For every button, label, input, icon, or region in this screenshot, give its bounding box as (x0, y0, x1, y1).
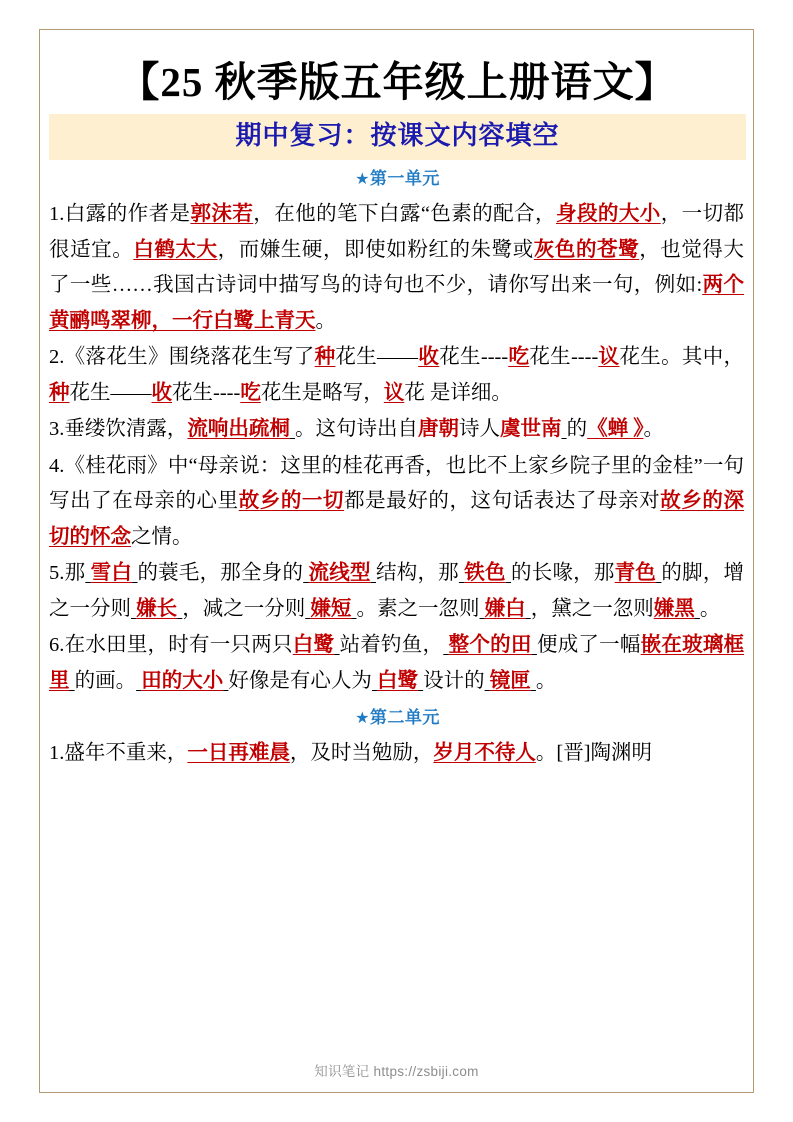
question-q5 (49, 556, 746, 627)
answer-text: 整个的田 (448, 634, 532, 656)
question-text: 花生—— (335, 346, 419, 368)
answer-text: 吃 (240, 381, 261, 404)
question-text: 。 (315, 309, 336, 332)
answer-text: 唐朝 (418, 418, 459, 440)
question-text: 的画。 (74, 669, 137, 692)
question-text: 4.《桂花雨》中“母亲说：这里的桂花再香，也比不上家乡院子里的金桂”一句写出了在母亲的心里 (49, 454, 744, 512)
question-text: 1.盛年不重来， (49, 742, 188, 764)
page-title: 【25 秋季版五年级上册语文】 (118, 59, 677, 105)
answer-text: 流响出疏桐 (187, 418, 290, 440)
answer-text: 嵌在玻璃框里 (49, 634, 745, 692)
question-text: 。 (699, 597, 721, 620)
answer-text: 白鹤太大 (133, 238, 218, 261)
answer-text: 铁色 (464, 562, 506, 584)
answer-text: 故乡的深切的怀念 (49, 490, 744, 548)
question-text: 3.垂缕饮清露， (49, 418, 188, 440)
question-text: 2.《落花生》围绕落花生写了 (49, 346, 315, 368)
question-text: 便成了一幅 (536, 634, 641, 656)
answer-text: 镜匣 (489, 669, 531, 692)
question-text: 的 (566, 418, 588, 440)
answer-text: 流线型 (308, 562, 371, 584)
question-text: 花 是详细。 (404, 381, 512, 404)
worksheet-content (49, 34, 746, 1086)
answer-text: 雪白 (90, 562, 133, 584)
question-text: 的长喙，那 (511, 562, 615, 584)
answer-text: 议 (383, 381, 405, 404)
answer-text: 嫌白 (484, 597, 526, 620)
question-text: 之情。 (131, 525, 193, 548)
answer-text: 身段的大小 (556, 203, 661, 225)
answer-text: 《蝉 》 (587, 418, 644, 440)
star-icon: ★ (355, 171, 370, 188)
unit-heading (49, 705, 746, 732)
answer-text: 田的大小 (141, 669, 224, 692)
answer-text: 青色 (614, 562, 657, 584)
question-text: 诗人 (459, 418, 500, 440)
question-text: ，减之一分则 (182, 597, 306, 620)
question-text: 花生—— (69, 381, 152, 404)
unit-heading-label: 第二单元 (369, 708, 440, 727)
question-text: 站着钓鱼， (339, 634, 444, 656)
worksheet-page (39, 29, 754, 1093)
answer-text: 虞世南 (500, 418, 562, 440)
question-text: 。 (643, 418, 664, 440)
units-container (49, 166, 746, 772)
question-text: 结构，那 (376, 562, 459, 584)
answer-text: 白鹭 (377, 669, 418, 692)
question-text: 6.在水田里，时有一只两只 (49, 634, 293, 656)
subtitle-band (49, 114, 746, 160)
answer-text: 嫌黑 (653, 597, 695, 620)
question-text: 都是最好的，这句话表达了母亲对 (344, 490, 661, 512)
answer-text: 一日再难晨 (187, 742, 290, 764)
question-text: 的脚，增之一分则 (49, 562, 745, 620)
question-text: 的蓑毛，那全身的 (137, 562, 304, 584)
question-text: ，在他的笔下白露“色素的配合， (253, 203, 556, 225)
question-text: 花生---- (529, 346, 599, 368)
question-u2q1 (49, 736, 746, 772)
question-q3 (49, 412, 746, 448)
question-text: 。这句诗出自 (295, 418, 418, 440)
answer-text: 种 (49, 381, 70, 404)
answer-text: 郭沫若 (190, 203, 254, 225)
footer-watermark: 知识笔记 https://zsbiji.com (314, 1064, 479, 1079)
question-q6 (49, 628, 746, 699)
answer-text: 两个黄鹂鸣翠柳，一行白鹭上青天 (49, 274, 745, 332)
unit-heading-label: 第一单元 (369, 169, 440, 188)
subtitle-text: 期中复习：按课文内容填空 (235, 121, 560, 150)
answer-text: 故乡的一切 (238, 490, 345, 512)
question-text: ，也觉得大了一些……我国古诗词中描写鸟的诗句也不少，请你写出来一句，例如: (49, 238, 744, 296)
question-q4 (49, 449, 746, 556)
question-text: ，一切都很适宜。 (49, 203, 745, 261)
answer-text: 嫌短 (310, 597, 352, 620)
answer-text: 灰色的苍鹭 (533, 238, 640, 261)
question-text: 。[晋]陶渊明 (535, 742, 653, 764)
question-text: 1.白露的作者是 (49, 203, 191, 225)
unit-heading (49, 166, 746, 193)
question-text: ，及时当勉励， (289, 742, 434, 764)
question-text: 花生是略写， (260, 381, 384, 404)
question-text: 好像是有心人为 (228, 669, 372, 692)
question-text: 。素之一忽则 (356, 597, 480, 620)
question-text: 设计的 (423, 669, 485, 692)
question-q2 (49, 340, 746, 411)
question-q1 (49, 197, 746, 339)
answer-text: 种 (314, 346, 336, 368)
answer-text: 收 (418, 346, 440, 368)
star-icon: ★ (355, 710, 370, 727)
answer-text: 吃 (508, 346, 530, 368)
question-text: ，黛之一忽则 (530, 597, 654, 620)
question-text: 5.那 (49, 562, 86, 584)
answer-text: 议 (598, 346, 620, 368)
question-text: 花生---- (439, 346, 509, 368)
question-text: 。 (535, 669, 557, 692)
question-text: 花生。其中， (619, 346, 745, 368)
question-text: ，而嫌生硬，即使如粉红的朱鹭或 (217, 238, 534, 261)
answer-text: 白鹭 (292, 634, 335, 656)
question-text: 花生---- (172, 381, 241, 404)
answer-text: 岁月不待人 (433, 742, 536, 764)
answer-text: 收 (151, 381, 172, 404)
answer-text: 嫌长 (136, 597, 178, 620)
